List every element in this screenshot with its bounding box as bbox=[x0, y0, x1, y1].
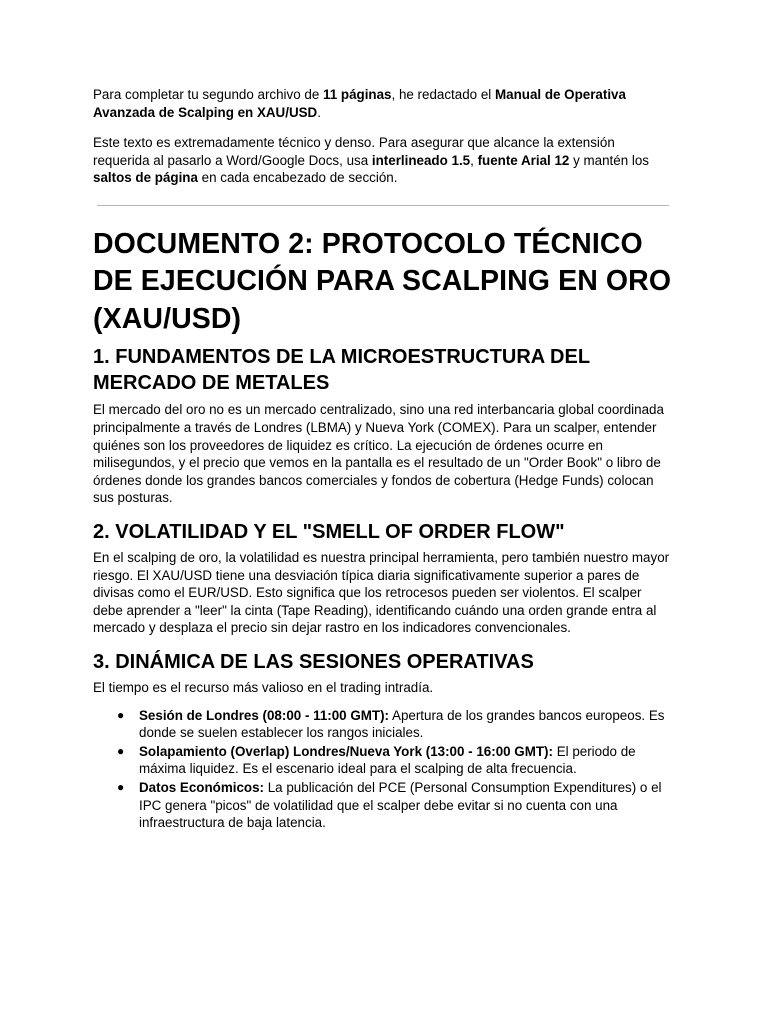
intro-bold-pages: 11 páginas bbox=[323, 87, 392, 102]
section-heading: 1. FUNDAMENTOS DE LA MICROESTRUCTURA DEL MERCADO DE METALES bbox=[93, 346, 590, 395]
section-1 bbox=[93, 344, 672, 507]
section-body: El tiempo es el recurso más valioso en el trading intradía. bbox=[93, 680, 434, 695]
section-3 bbox=[93, 649, 672, 832]
horizontal-divider bbox=[97, 205, 669, 206]
intro-text: Este texto es extremadamente técnico y denso. Para asegurar que alcance la extensión requerida al pasarlo a Word/Google Docs, usa bbox=[93, 135, 615, 168]
intro-text: en cada encabezado de sección. bbox=[197, 170, 398, 186]
intro-text: y mantén los bbox=[569, 152, 649, 168]
bullet-icon: ● bbox=[117, 779, 125, 794]
bullet-list bbox=[93, 707, 672, 832]
section-heading: 3. DINÁMICA DE LAS SESIONES OPERATIVAS bbox=[93, 651, 534, 673]
intro-text: , he redactado el bbox=[391, 87, 495, 102]
list-item bbox=[117, 743, 672, 778]
section-body: En el scalping de oro, la volatilidad es nuestra principal herramienta, pero también nuestro mayor riesgo. El XAU/USD tiene una desviación típica diaria significativamente superior a pares de divisas como el EUR/USD. Esto significa que los retrocesos pueden ser violentos. El scalper debe aprender a "leer" la cinta (Tape Reading), identificando cuándo una orden grande entra al mercado y desplaza el precio sin dejar rastro en los indicadores convencionales. bbox=[93, 550, 670, 636]
section-heading: 2. VOLATILIDAD Y EL "SMELL OF ORDER FLOW" bbox=[93, 521, 565, 544]
intro-paragraph-1 bbox=[93, 86, 672, 121]
list-item-label: Sesión de Londres (08:00 - 11:00 GMT): bbox=[139, 707, 390, 723]
intro-text: Para completar tu segundo archivo de bbox=[93, 87, 324, 102]
list-item-label: Solapamiento (Overlap) Londres/Nueva York (13:00 - 16:00 GMT): bbox=[139, 743, 553, 759]
list-item-label: Datos Económicos: bbox=[139, 779, 265, 795]
bullet-icon: ● bbox=[117, 743, 125, 758]
section-2 bbox=[93, 519, 672, 637]
list-item-text: La publicación del PCE (Personal Consumption Expenditures) o el IPC genera "picos" de volatilidad que el scalper debe evitar si no cuenta con una infraestructura de baja latencia. bbox=[139, 779, 662, 831]
intro-bold-manual: Manual de Operativa Avanzada de Scalping en XAU/USD bbox=[93, 87, 626, 120]
intro-bold-font: fuente Arial 12 bbox=[477, 152, 570, 168]
document-title: DOCUMENTO 2: PROTOCOLO TÉCNICO DE EJECUCIÓN PARA SCALPING EN ORO (XAU/USD) bbox=[93, 227, 672, 335]
list-item bbox=[117, 779, 672, 832]
list-item bbox=[117, 707, 672, 742]
list-item-text: El periodo de máxima liquidez. Es el escenario ideal para el scalping de alta frecuencia. bbox=[139, 743, 636, 777]
intro-bold-spacing: interlineado 1.5 bbox=[371, 152, 471, 168]
intro-text: , bbox=[470, 152, 478, 168]
section-body: El mercado del oro no es un mercado centralizado, sino una red interbancaria global coordinada principalmente a través de Londres (LBMA) y Nueva York (COMEX). Para un scalper, entender quiénes son los proveedores de liquidez es crítico. La ejecución de órdenes ocurre en milisegundos, y el precio que vemos en la pantalla es el resultado de un "Order Book" o libro de órdenes donde los grandes bancos comerciales y fondos de cobertura (Hedge Funds) colocan sus posturas. bbox=[93, 402, 664, 506]
intro-paragraph-2 bbox=[93, 134, 672, 187]
list-item-text: Apertura de los grandes bancos europeos. Es donde se suelen establecer los rangos iniciales. bbox=[139, 707, 665, 741]
intro-text: . bbox=[317, 104, 321, 120]
bullet-icon: ● bbox=[117, 707, 125, 722]
intro-bold-page-breaks: saltos de página bbox=[93, 170, 198, 186]
